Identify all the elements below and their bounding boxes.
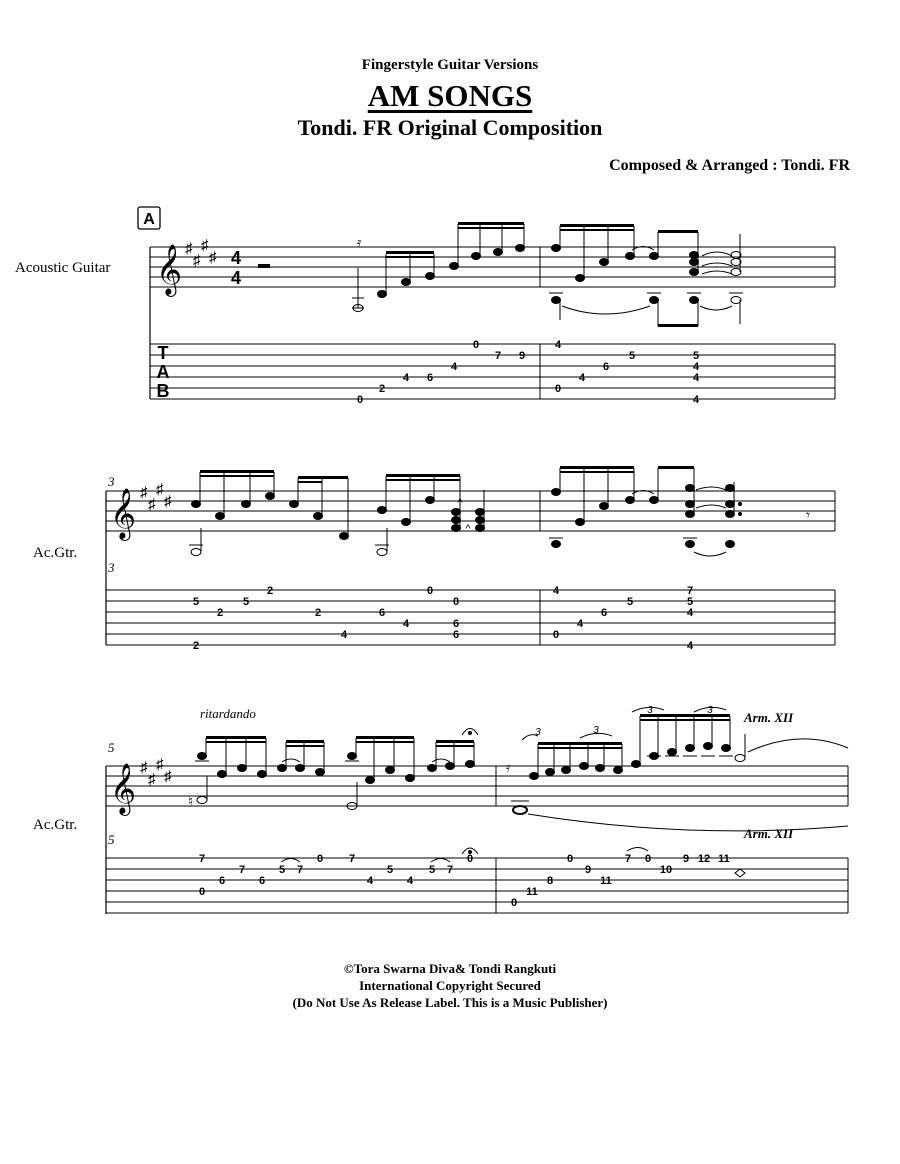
svg-text:2: 2 <box>192 640 200 652</box>
svg-text:6: 6 <box>378 607 386 619</box>
svg-text:♯: ♯ <box>209 249 217 266</box>
svg-text:4: 4 <box>576 618 584 630</box>
svg-text:A: A <box>156 362 170 382</box>
tab-staff-lines <box>106 858 848 913</box>
svg-text:0: 0 <box>510 897 518 909</box>
notes-measure-2 <box>549 224 743 327</box>
svg-text:6: 6 <box>258 875 266 887</box>
notes-measure-3 <box>189 470 485 556</box>
svg-text:11: 11 <box>600 875 612 887</box>
composer-credit: Composed & Arranged : Tondi. FR <box>609 157 850 174</box>
svg-text:^: ^ <box>457 497 463 509</box>
svg-text:7: 7 <box>446 864 454 876</box>
svg-text:4: 4 <box>402 372 410 384</box>
svg-text:4: 4 <box>230 268 242 288</box>
svg-text:♯: ♯ <box>185 240 193 257</box>
svg-text:11: 11 <box>526 886 538 898</box>
harmonic-diamond-icon <box>735 869 745 877</box>
svg-text:4: 4 <box>340 629 348 641</box>
time-signature <box>231 248 241 288</box>
svg-text:♯: ♯ <box>140 484 148 501</box>
svg-text:0: 0 <box>472 339 480 351</box>
rehearsal-mark <box>138 207 160 229</box>
svg-text:4: 4 <box>692 372 700 384</box>
svg-text:0: 0 <box>356 394 364 406</box>
svg-text:9: 9 <box>518 350 526 362</box>
tab-fret-numbers <box>357 339 700 406</box>
svg-text:7: 7 <box>198 853 206 865</box>
svg-text:11: 11 <box>718 853 730 865</box>
svg-text:♯: ♯ <box>156 481 164 498</box>
copyright-line: International Copyright Secured <box>359 978 541 993</box>
svg-text:5: 5 <box>278 864 286 876</box>
score-title: AM SONGS <box>367 78 533 113</box>
system-2 <box>106 466 835 652</box>
svg-text:A: A <box>143 211 155 228</box>
svg-text:2: 2 <box>216 607 224 619</box>
score-supertitle: Fingerstyle Guitar Versions <box>361 57 539 73</box>
instrument-label-1: Acoustic Guitar <box>15 260 111 276</box>
svg-text:4: 4 <box>686 607 694 619</box>
svg-text:4: 4 <box>406 875 414 887</box>
svg-text:7: 7 <box>686 585 694 597</box>
svg-text:7: 7 <box>624 853 632 865</box>
svg-text:3: 3 <box>707 705 713 716</box>
triplet-marks <box>535 705 713 738</box>
notes-measure-5 <box>188 729 478 810</box>
svg-text:0: 0 <box>552 629 560 641</box>
svg-text:♯: ♯ <box>140 759 148 776</box>
half-rest-icon <box>258 264 270 268</box>
tab-fret-numbers <box>199 853 730 909</box>
svg-text:2: 2 <box>266 585 274 597</box>
svg-text:♯: ♯ <box>148 771 156 788</box>
svg-text:𝄿: 𝄿 <box>506 759 511 775</box>
svg-text:5: 5 <box>192 596 200 608</box>
svg-text:♯: ♯ <box>164 768 172 785</box>
svg-text:♯: ♯ <box>156 756 164 773</box>
svg-text:0: 0 <box>554 383 562 395</box>
key-signature-icon <box>185 237 217 269</box>
harmonic-marking: Arm. XII <box>744 710 794 725</box>
svg-text:9: 9 <box>682 853 690 865</box>
svg-text:5: 5 <box>108 832 115 847</box>
svg-text:4: 4 <box>552 585 560 597</box>
svg-text:2: 2 <box>378 383 386 395</box>
svg-text:0: 0 <box>426 585 434 597</box>
treble-clef-icon: 𝄞 <box>110 489 137 538</box>
copyright-line: ©Tora Swarna Diva& Tondi Rangkuti <box>343 961 557 976</box>
treble-clef-icon: 𝄞 <box>156 245 183 294</box>
svg-text:5: 5 <box>242 596 250 608</box>
tab-staff-lines <box>150 344 835 399</box>
svg-text:5: 5 <box>108 740 115 755</box>
svg-text:6: 6 <box>218 875 226 887</box>
svg-text:5: 5 <box>692 350 700 362</box>
svg-text:0: 0 <box>198 886 206 898</box>
svg-text:4: 4 <box>686 640 694 652</box>
sixteenth-rest-icon: 𝄿 <box>357 234 362 250</box>
svg-text:6: 6 <box>602 361 610 373</box>
copyright-line: (Do Not Use As Release Label. This is a Music Publisher) <box>292 995 608 1010</box>
tempo-marking: ritardando <box>200 706 256 721</box>
svg-text:0: 0 <box>316 853 324 865</box>
svg-text:5: 5 <box>386 864 394 876</box>
svg-text:4: 4 <box>692 394 700 406</box>
copyright-footer <box>0 960 900 1011</box>
svg-text:7: 7 <box>238 864 246 876</box>
svg-text:6: 6 <box>600 607 608 619</box>
svg-text:8: 8 <box>546 875 554 887</box>
svg-text:4: 4 <box>692 361 700 373</box>
svg-text:♯: ♯ <box>148 496 156 513</box>
svg-text:^: ^ <box>465 523 471 535</box>
svg-text:2: 2 <box>314 607 322 619</box>
instrument-label-2: Ac.Gtr. <box>33 545 78 561</box>
svg-text:♯: ♯ <box>201 237 209 254</box>
system-3 <box>106 705 848 914</box>
svg-text:7: 7 <box>348 853 356 865</box>
svg-text:3: 3 <box>593 725 599 736</box>
svg-text:4: 4 <box>230 248 242 268</box>
svg-text:T: T <box>157 343 169 363</box>
svg-text:B: B <box>156 381 170 401</box>
svg-text:7: 7 <box>494 350 502 362</box>
svg-text:0: 0 <box>644 853 652 865</box>
svg-text:5: 5 <box>428 864 436 876</box>
svg-text:3: 3 <box>108 474 115 489</box>
score-subtitle: Tondi. FR Original Composition <box>297 115 603 140</box>
svg-text:6: 6 <box>452 618 460 630</box>
svg-text:3: 3 <box>108 560 115 575</box>
svg-text:0: 0 <box>466 853 474 865</box>
harmonic-marking: Arm. XII <box>744 826 794 841</box>
svg-text:0: 0 <box>452 596 460 608</box>
svg-text:𝄾: 𝄾 <box>806 507 810 524</box>
svg-text:3: 3 <box>647 705 653 716</box>
svg-text:5: 5 <box>686 596 694 608</box>
instrument-label-3: Ac.Gtr. <box>33 817 78 833</box>
key-signature-icon <box>140 756 172 788</box>
svg-text:12: 12 <box>697 853 711 865</box>
svg-text:9: 9 <box>584 864 592 876</box>
svg-text:4: 4 <box>366 875 374 887</box>
key-signature-icon <box>140 481 172 513</box>
tab-staff-lines <box>106 590 835 645</box>
svg-text:3: 3 <box>535 727 541 738</box>
svg-text:4: 4 <box>578 372 586 384</box>
tab-clef-icon <box>157 343 170 401</box>
svg-text:4: 4 <box>450 361 458 373</box>
svg-text:4: 4 <box>402 618 410 630</box>
svg-text:6: 6 <box>452 629 460 641</box>
notes-measure-6 <box>506 707 848 830</box>
svg-text:6: 6 <box>426 372 434 384</box>
svg-text:♯: ♯ <box>164 493 172 510</box>
treble-clef-icon: 𝄞 <box>110 764 137 813</box>
svg-text:10: 10 <box>659 864 673 876</box>
svg-text:5: 5 <box>628 350 636 362</box>
tab-fret-numbers <box>193 585 694 652</box>
svg-text:♮: ♮ <box>188 793 194 809</box>
svg-text:5: 5 <box>626 596 634 608</box>
svg-text:♯: ♯ <box>193 252 201 269</box>
system-1 <box>150 222 835 406</box>
svg-text:0: 0 <box>566 853 574 865</box>
svg-text:7: 7 <box>296 864 304 876</box>
svg-text:4: 4 <box>554 339 562 351</box>
